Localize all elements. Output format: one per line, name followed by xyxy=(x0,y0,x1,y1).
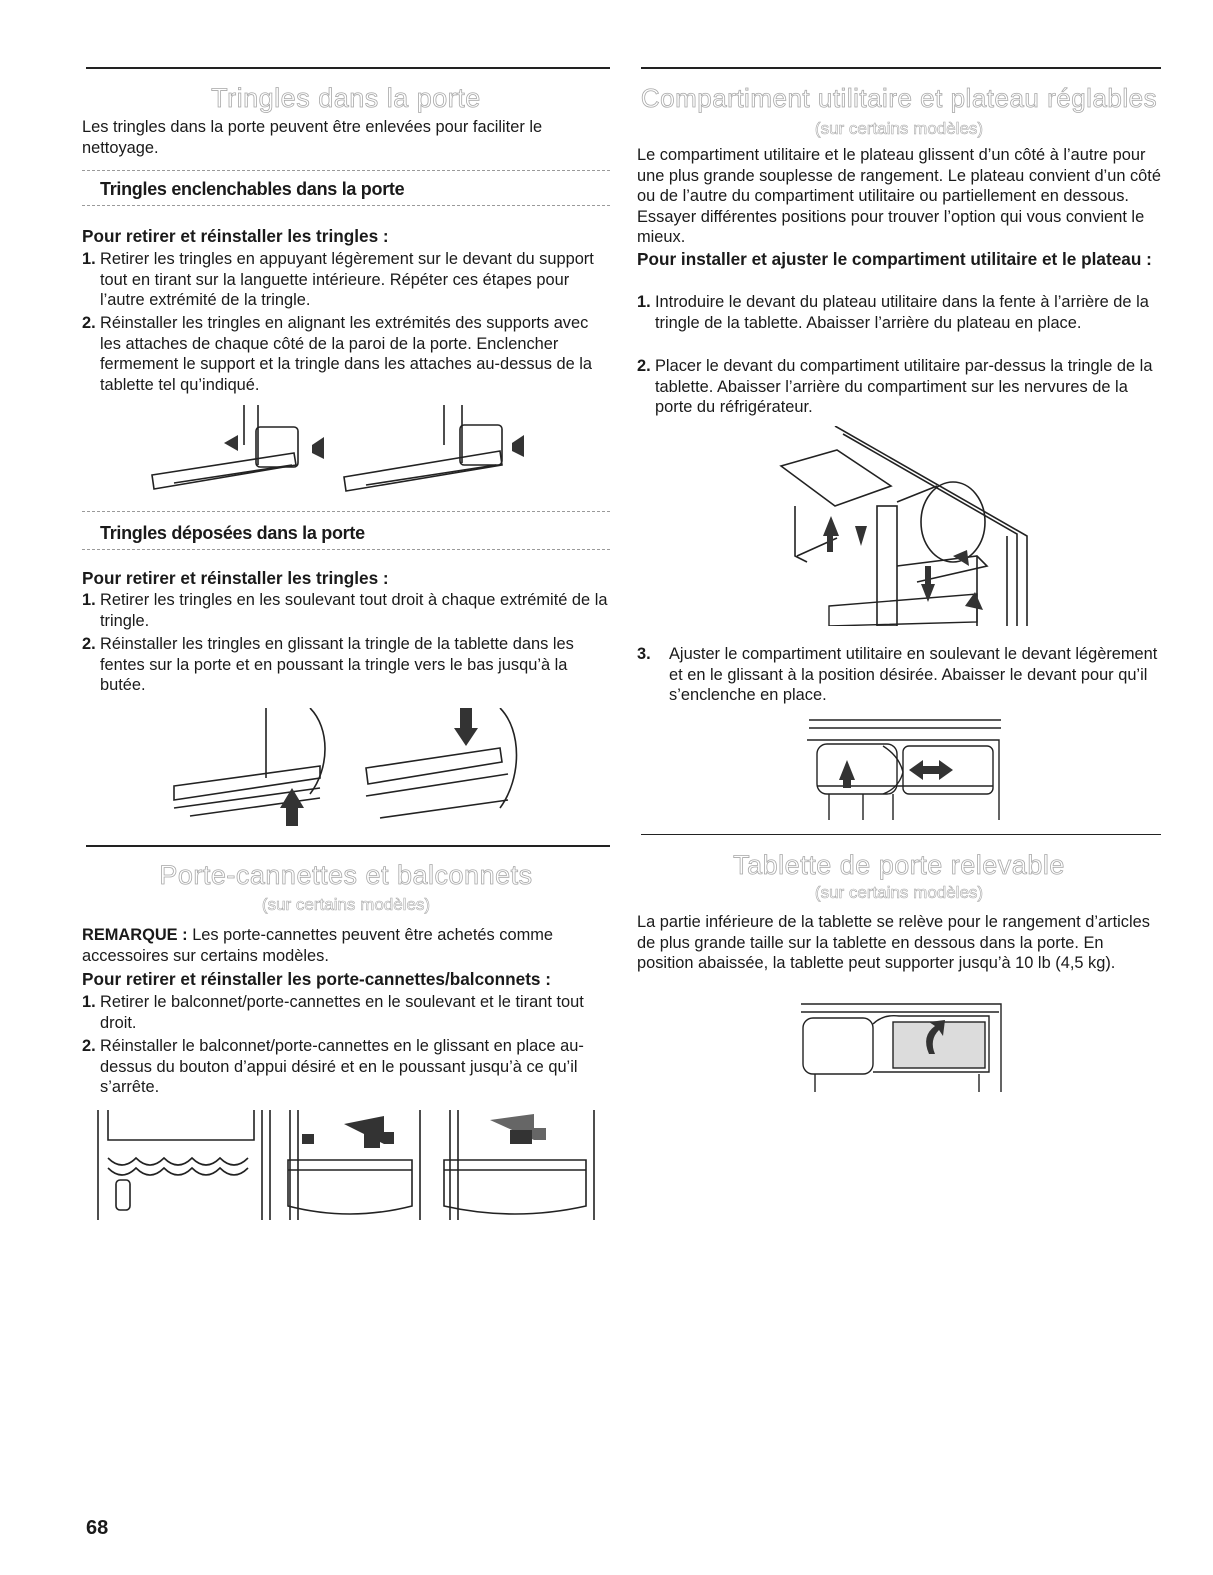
instructions-heading: Pour retirer et réinstaller les tringles : xyxy=(82,226,389,246)
tringles-intro: Les tringles dans la porte peuvent être enlevées pour faciliter le nettoyage. xyxy=(82,118,543,157)
step-item xyxy=(637,292,1161,333)
subheading-snapin: Tringles enclenchables dans la porte xyxy=(100,179,405,199)
compartment-adjust-illustration xyxy=(803,716,1003,820)
section-subtitle: (sur certains modèles) xyxy=(814,883,984,902)
step-item xyxy=(637,356,1161,418)
section-rule xyxy=(86,67,610,69)
section-rule xyxy=(86,845,610,847)
subheading-dropin: Tringles déposées dans la porte xyxy=(100,523,365,543)
step-item xyxy=(82,992,610,1033)
section-subtitle: (sur certains modèles) xyxy=(261,895,431,914)
step-number: 1. xyxy=(82,993,96,1011)
page-number: 68 xyxy=(86,1517,109,1539)
divider xyxy=(82,170,610,171)
step-item xyxy=(637,644,1161,706)
divider xyxy=(82,511,610,512)
divider xyxy=(82,549,610,550)
divider xyxy=(82,205,610,206)
section-title-cannettes: Porte-cannettes et balconnets xyxy=(159,860,533,890)
step-text: Réinstaller les tringles en glissant la tringle de la tablette dans les fentes sur la porte et en poussant la tringle vers le bas jusqu’à la butée. xyxy=(100,635,574,694)
cannettes-note xyxy=(82,925,610,966)
compartiment-intro: Le compartiment utilitaire et le plateau glissent d’un côté à l’autre pour une plus grande souplesse de rangement. Le plateau convient d’un côté ou de l’autre du compartiment utilitaire ou partiellement en dessous. Essayer différentes positions pour trouver l’option qui vous convient le mieux. xyxy=(637,146,1161,246)
step-text: Réinstaller le balconnet/porte-cannettes en le glissant en place au-dessus du bouton d’appui désiré et en le poussant jusqu’à ce qu’il s’arrête. xyxy=(100,1037,584,1096)
dropin-rail-illustration xyxy=(170,708,550,832)
step-item xyxy=(82,249,610,311)
step-text: Ajuster le compartiment utilitaire en soulevant le devant légèrement et en le glissant à la position désirée. Abaisser le devant pour qu’il s’enclenche en place. xyxy=(669,645,1158,704)
step-number: 2. xyxy=(82,635,96,653)
snapin-rail-illustration xyxy=(144,405,564,497)
step-number: 2. xyxy=(637,357,651,375)
step-item xyxy=(82,590,610,631)
section-rule xyxy=(641,834,1161,835)
section-subtitle: (sur certains modèles) xyxy=(814,119,984,138)
instructions-heading: Pour installer et ajuster le compartiment utilitaire et le plateau : xyxy=(637,249,1152,269)
tablette-intro: La partie inférieure de la tablette se relève pour le rangement d’articles de plus grande taille sur la tablette en dessous dans la porte. En position abaissée, la tablette peut supporter jusqu’à 10 lb (4,5 kg). xyxy=(637,913,1150,972)
section-title-compartiment: Compartiment utilitaire et plateau réglables xyxy=(640,83,1158,113)
step-item xyxy=(82,1036,610,1098)
step-text: Retirer le balconnet/porte-cannettes en le soulevant et le tirant tout droit. xyxy=(100,993,584,1032)
step-text: Retirer les tringles en les soulevant tout droit à chaque extrémité de la tringle. xyxy=(100,591,608,630)
step-text: Retirer les tringles en appuyant légèrement sur le devant du support tout en tirant sur la languette intérieure. Répéter ces étapes pour l’autre extrémité de la tringle. xyxy=(100,250,594,309)
note-label: REMARQUE : xyxy=(82,926,188,944)
step-text: Placer le devant du compartiment utilitaire par-dessus la tringle de la tablette. Abaisser l’arrière du compartiment sur les nervures de la porte du réfrigérateur. xyxy=(655,357,1153,416)
step-text: Réinstaller les tringles en alignant les extrémités des supports avec les attaches de chaque côté de la paroi de la porte. Enclencher fermement le support et la tringle dans les attaches au-dessus de la tablette tel qu’indiqué. xyxy=(100,314,592,394)
step-number: 2. xyxy=(82,314,96,332)
instructions-heading: Pour retirer et réinstaller les porte-cannettes/balconnets : xyxy=(82,969,551,989)
step-number: 1. xyxy=(82,250,96,268)
step-number: 1. xyxy=(82,591,96,609)
section-title-tringles: Tringles dans la porte xyxy=(211,83,481,113)
step-number: 3. xyxy=(637,645,651,663)
step-text: Introduire le devant du plateau utilitaire dans la fente à l’arrière de la tringle de la tablette. Abaisser l’arrière du plateau en place. xyxy=(655,293,1149,332)
section-rule xyxy=(641,67,1161,69)
step-number: 1. xyxy=(637,293,651,311)
step-number: 2. xyxy=(82,1037,96,1055)
step-item xyxy=(82,313,610,395)
step-item xyxy=(82,634,610,696)
flip-shelf-illustration xyxy=(789,996,1009,1092)
bin-removal-illustration xyxy=(94,1110,600,1224)
section-title-tablette: Tablette de porte relevable xyxy=(733,850,1065,880)
instructions-heading: Pour retirer et réinstaller les tringles : xyxy=(82,568,389,588)
note-text: Les porte-cannettes peuvent être achetés comme accessoires sur certains modèles. xyxy=(82,926,553,965)
compartment-install-illustration xyxy=(777,426,1035,626)
